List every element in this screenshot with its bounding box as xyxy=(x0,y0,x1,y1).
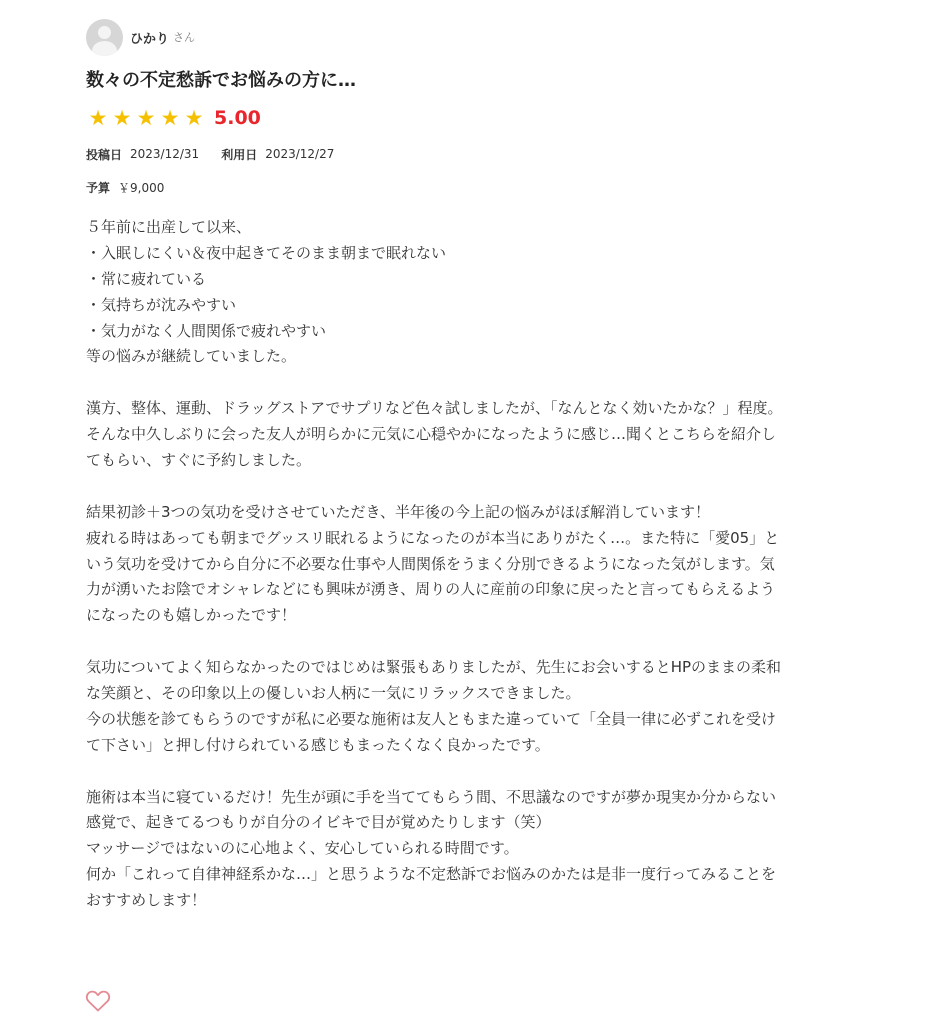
post-date-label: 投稿日 xyxy=(86,147,123,162)
reviewer-name: ひかり xyxy=(130,31,170,47)
review-body-line: 気功についてよく知らなかったのではじめは緊張もありましたが、先生にお会いするとHPのままの柔和 xyxy=(86,658,782,677)
review-body-line: ・入眠しにくい＆夜中起きてそのまま朝まで眠れない xyxy=(86,243,447,262)
review-body-line: マッサージではないのに心地よく、安心していられる時間です。 xyxy=(86,839,519,858)
review-body-line xyxy=(86,759,902,785)
review-body-line: ・気力がなく人間関係で疲れやすい xyxy=(86,321,327,340)
star-icon: ★ xyxy=(112,106,132,130)
review-body-line: な笑顔と、その印象以上の優しいお人柄に一気にリラックスできました。 xyxy=(86,684,581,703)
review-body-line: ・常に疲れている xyxy=(86,269,207,288)
review-body xyxy=(86,215,902,914)
review-title: 数々の不定愁訴でお悩みの方に… xyxy=(86,70,356,91)
review-body-line: ・気持ちが沈みやすい xyxy=(86,295,237,314)
review-body-line: 結果初診＋3つの気功を受けさせていただき、半年後の今上記の悩みがほぼ解消しています！ xyxy=(86,502,710,521)
review-budget xyxy=(86,178,164,196)
reviewer-info xyxy=(86,17,195,57)
use-date-label: 利用日 xyxy=(221,147,258,162)
rating xyxy=(86,105,261,131)
review-body-line: になったのも嬉しかったです！ xyxy=(86,606,297,625)
review-body-line: て下さい」と押し付けられている感じもまったくなく良かったです。 xyxy=(86,735,550,754)
review-body-line: そんな中久しぶりに会った友人が明らかに元気に心穏やかになったように感じ…聞くとこちらを紹介し xyxy=(86,425,777,444)
heart-outline-icon[interactable] xyxy=(85,989,111,1013)
review-body-line: いう気功を受けてから自分に不必要な仕事や人間関係をうまく分別できるようになった気がします。気 xyxy=(86,554,775,573)
review-body-line xyxy=(86,474,902,500)
budget-label: 予算 xyxy=(86,180,111,195)
post-date: 2023/12/31 xyxy=(130,147,200,161)
review-body-line: てもらい、すぐに予約しました。 xyxy=(86,451,312,470)
star-icon: ★ xyxy=(160,106,180,130)
review-body-line: 漢方、整体、運動、ドラッグストアでサプリなど色々試しましたが、「なんとなく効いたかな？」程度。 xyxy=(86,399,783,418)
reviewer-honorific: さん xyxy=(173,31,196,44)
review-dates xyxy=(86,145,356,163)
use-date: 2023/12/27 xyxy=(265,147,335,161)
like-button[interactable] xyxy=(85,989,111,1013)
rating-score: 5.00 xyxy=(214,107,261,129)
review-body-line: 感覚で、起きてるつもりが自分のイビキで目が覚めたりします（笑） xyxy=(86,813,551,832)
review-body-line: ５年前に出産して以来、 xyxy=(86,218,252,236)
star-icon: ★ xyxy=(88,106,108,130)
review-body-line xyxy=(86,370,902,396)
budget-value: ￥9,000 xyxy=(118,180,165,195)
review-body-line: おすすめします！ xyxy=(86,891,207,910)
review-body-line: 何か「これって自律神経系かな…」と思うような不定愁訴でお悩みのかたは是非一度行ってみることを xyxy=(86,865,777,884)
user-avatar-icon xyxy=(86,19,123,56)
review-body-line: 等の悩みが継続していました。 xyxy=(86,347,297,366)
star-icon: ★ xyxy=(136,106,156,130)
review-body-line xyxy=(86,629,902,655)
review-body-line: 力が湧いたお陰でオシャレなどにも興味が湧き、周りの人に産前の印象に戻ったと言ってもらえるよう xyxy=(86,580,776,599)
review-body-line: 今の状態を診てもらうのですが私に必要な施術は友人ともまた違っていて「全員一律に必ずこれを受け xyxy=(86,709,777,728)
star-icon: ★ xyxy=(184,106,204,130)
review-body-line: 施術は本当に寝ているだけ！先生が頭に手を当ててもらう間、不思議なのですが夢か現実か分からない xyxy=(86,787,777,806)
review-body-line: 疲れる時はあっても朝までグッスリ眠れるようになったのが本当にありがたく…。また特に「愛05」と xyxy=(86,528,780,547)
